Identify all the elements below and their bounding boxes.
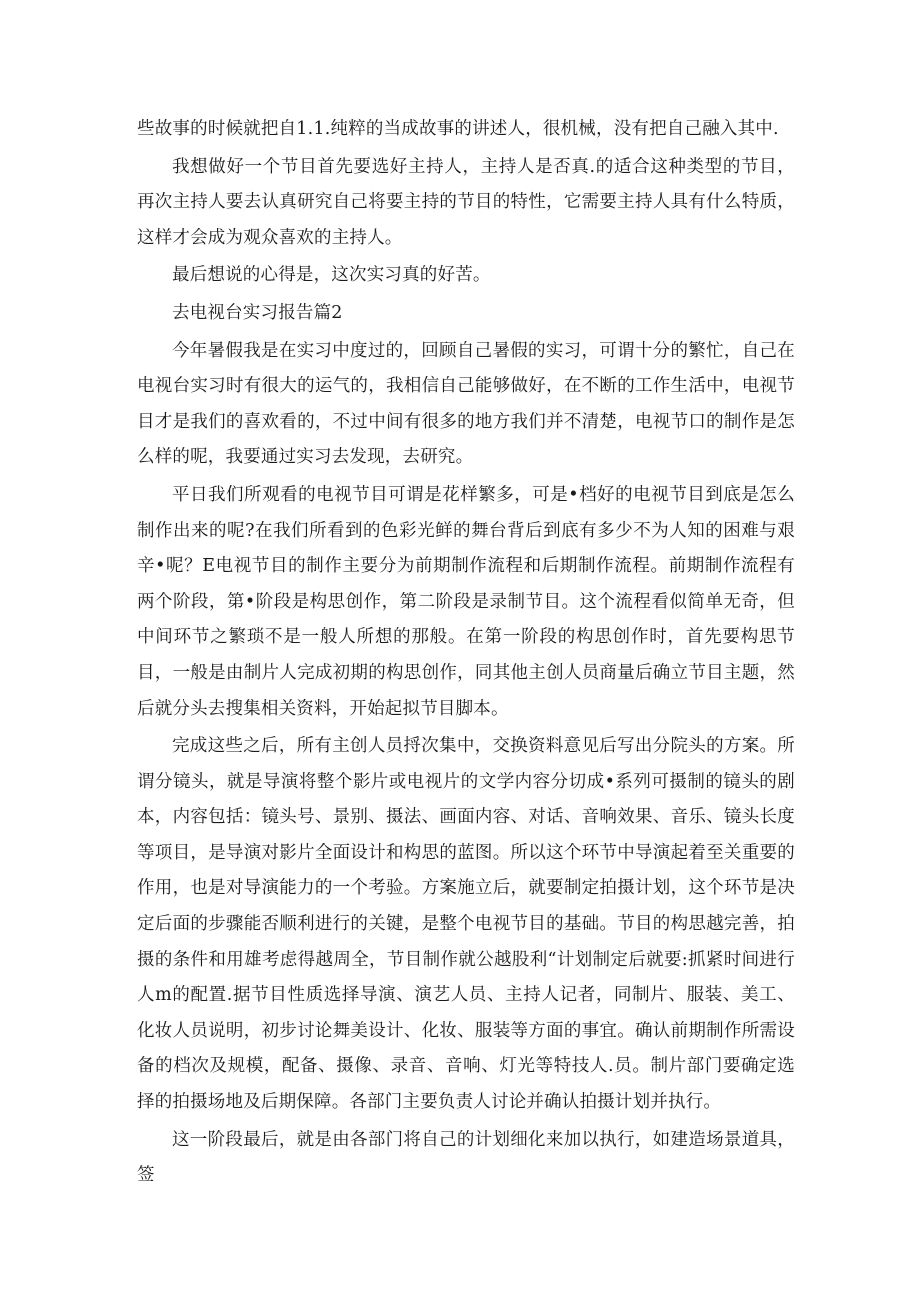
document-body xyxy=(137,112,795,1194)
section-heading: 去电视台实习报告篇2 xyxy=(172,302,343,323)
paragraph-host-selection: 我想做好一个节目首先要选好主持人，主持人是否真.的适合这种类型的节目，再次主持人要去认真研究自己将要主持的节目的特性，它需要主持人具有什么特质，这样才会成为观众喜欢的主持人。 xyxy=(137,156,795,248)
paragraph-final-thoughts: 最后想说的心得是，这次实习真的好苦。 xyxy=(172,265,491,286)
paragraph-production-process: 平日我们所观看的电视节目可谓是花样繁多，可是•档好的电视节目到底是怎么制作出来的呢?在我们所看到的色彩光鲜的舞台背后到底有多少不为人知的困难与艰辛•呢？E电视节目的制作主要分为前期制作流程和后期制作流程。前期制作流程有两个阶段，第•阶段是构思创作，第二阶段是录制节目。这个流程看似简单无奇，但中间环节之繁琐不是一般人所想的那般。在第一阶段的构思创作时，首先要构思节目，一般是由制片人完成初期的构思创作，同其他主创人员商量后确立节目主题，然后就分头去搜集相关资料，开始起拟节目脚本。 xyxy=(137,484,795,719)
paragraph-storyboard-planning: 完成这些之后，所有主创人员捋次集中，交换资料意见后写出分院头的方案。所谓分镜头，就是导演将整个影片或电视片的文学内容分切成•系列可摄制的镜头的剧本，内容包括：镜头号、景别、摄法、画面内容、对话、音响效果、音乐、镜头长度等项目，是导演对影片全面设计和构思的蓝图。所以这个环节中导演起着至关重要的作用，也是对导演能力的一个考验。方案施立后，就要制定拍摄计划，这个环节是决定后面的步骤能否顺利进行的关键，是整个电视节目的基础。节目的构思越完善，拍摄的条件和用雄考虑得越周全，节目制作就公越股利“计划制定后就要:抓紧时间进行人m的配置.据节目性质选择导演、演艺人员、主持人记者，同制片、服装、美工、化妆人员说明，初步讨论舞美设计、化妆、服装等方面的事宜。确认前期制作所需设备的档次及规模，配备、摄像、录音、音响、灯光等特技人.员。制片部门要确定选择的拍摄场地及后期保障。各部门主要负责人讨论并确认拍摄计划并执行。 xyxy=(137,736,795,1113)
paragraph-execution: 这一阶段最后，就是由各部门将自己的计划细化来加以执行，如建造场景道具，签 xyxy=(137,1129,795,1186)
paragraph-summer-internship: 今年暑假我是在实习中度过的，回顾自己暑假的实习，可谓十分的繁忙，自己在电视台实习时有很大的运气的，我相信自己能够做好，在不断的工作生活中，电视节目才是我们的喜欢看的，不过中间有很多的地方我们并不清楚，电视节口的制作是怎么样的呢，我要通过实习去发现，去研究。 xyxy=(137,340,795,468)
paragraph-continuation: 些故事的时候就把自1.1.纯粹的当成故事的讲述人，很机械，没有把自己融入其中. xyxy=(137,119,779,139)
